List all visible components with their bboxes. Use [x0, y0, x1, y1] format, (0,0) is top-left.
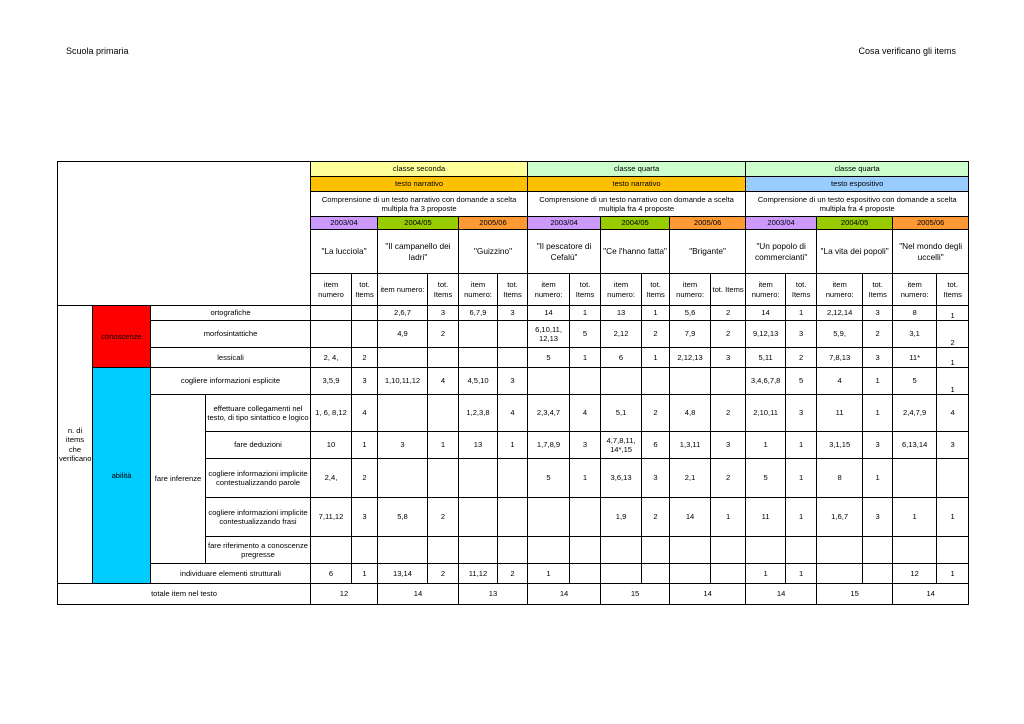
cell: 1 — [570, 306, 601, 321]
cell: 4,7,8,11, 14*,15 — [601, 432, 642, 459]
cell: 3 — [711, 432, 746, 459]
col-header-item: item numero — [311, 274, 352, 306]
cell: 2 — [711, 459, 746, 498]
year-cell: 2003/04 — [311, 217, 378, 230]
items-table — [57, 161, 969, 605]
cell: 3 — [863, 498, 893, 537]
cell: 4,8 — [670, 395, 711, 432]
cell: 3 — [642, 459, 670, 498]
cell: 1 — [352, 432, 378, 459]
cell — [459, 348, 498, 368]
cell: 3 — [352, 498, 378, 537]
cell — [459, 537, 498, 564]
cell: 2, 4, — [311, 348, 352, 368]
cell — [893, 537, 937, 564]
cell — [498, 459, 528, 498]
cell — [670, 368, 711, 395]
year-cell: 2005/06 — [670, 217, 746, 230]
cell: 5,1 — [601, 395, 642, 432]
cell: 1 — [352, 564, 378, 584]
cell — [428, 348, 459, 368]
cell: 7,9 — [670, 321, 711, 348]
cell: 6,13,14 — [893, 432, 937, 459]
row-label: ortografiche — [151, 306, 311, 321]
cell — [570, 537, 601, 564]
cell: 3 — [786, 395, 817, 432]
cell — [352, 306, 378, 321]
cell: 1 — [642, 306, 670, 321]
cell: 1 — [893, 498, 937, 537]
cell: 1 — [863, 459, 893, 498]
cell — [570, 564, 601, 584]
text-title: "La vita dei popoli" — [817, 230, 893, 274]
cell: 13 — [601, 306, 642, 321]
cell: 1, 6, 8,12 — [311, 395, 352, 432]
cell: 1,10,11,12 — [378, 368, 428, 395]
cell — [311, 306, 352, 321]
cell: 2 — [428, 321, 459, 348]
cell: 2 — [863, 321, 893, 348]
cell: 2 — [711, 395, 746, 432]
cell — [711, 537, 746, 564]
cell — [937, 459, 969, 498]
cell — [459, 498, 498, 537]
cell: 2 — [642, 395, 670, 432]
cell: 11* — [893, 348, 937, 368]
cell: 4 — [352, 395, 378, 432]
cell: 14 — [528, 306, 570, 321]
group-desc: Comprensione di un testo narrativo con domande a scelta multipla fra 4 proposte — [528, 192, 746, 217]
cell: 1 — [786, 459, 817, 498]
cell: 1 — [863, 395, 893, 432]
cell: 11,12 — [459, 564, 498, 584]
cell: 1 — [528, 564, 570, 584]
group-class: classe quarta — [528, 162, 746, 177]
cell: 2,6,7 — [378, 306, 428, 321]
cell: 1 — [863, 368, 893, 395]
cell: 1 — [746, 564, 786, 584]
cell: 2 — [428, 564, 459, 584]
cell: 2 — [498, 564, 528, 584]
col-header-item: item numero: — [459, 274, 498, 306]
cell: 11 — [746, 498, 786, 537]
year-cell: 2003/04 — [528, 217, 601, 230]
cell — [528, 537, 570, 564]
group-class: classe quarta — [746, 162, 969, 177]
col-header-tot: tot. Items — [428, 274, 459, 306]
cell: 9,12,13 — [746, 321, 786, 348]
total-cell: 12 — [311, 584, 378, 605]
cell — [528, 368, 570, 395]
cell: 2 — [352, 348, 378, 368]
cell: 1 — [937, 498, 969, 537]
text-title: "Guizzino" — [459, 230, 528, 274]
year-cell: 2005/06 — [893, 217, 969, 230]
cell: 13,14 — [378, 564, 428, 584]
group-desc: Comprensione di un testo narrativo con domande a scelta multipla fra 3 proposte — [311, 192, 528, 217]
cell — [642, 537, 670, 564]
col-header-item: item numero: — [601, 274, 642, 306]
cell: 3,1,15 — [817, 432, 863, 459]
cell — [352, 321, 378, 348]
cell: 1 — [570, 348, 601, 368]
total-cell: 14 — [378, 584, 459, 605]
cell — [378, 395, 428, 432]
cell: 3 — [352, 368, 378, 395]
cell: 1 — [642, 348, 670, 368]
cell: 11 — [817, 395, 863, 432]
cell: 1 — [937, 368, 969, 395]
row-label: individuare elementi strutturali — [151, 564, 311, 584]
year-cell: 2004/05 — [817, 217, 893, 230]
cell: 2 — [642, 321, 670, 348]
cell: 6,10,11, 12,13 — [528, 321, 570, 348]
cell — [311, 537, 352, 564]
cell: 1,6,7 — [817, 498, 863, 537]
cell — [642, 368, 670, 395]
total-cell: 15 — [817, 584, 893, 605]
cell — [498, 348, 528, 368]
cell: 1 — [786, 432, 817, 459]
group-type: testo narrativo — [311, 177, 528, 192]
cell — [498, 321, 528, 348]
cell — [817, 564, 863, 584]
cell: 1,7,8,9 — [528, 432, 570, 459]
cell — [428, 459, 459, 498]
text-title: "Un popolo di commercianti" — [746, 230, 817, 274]
col-header-item: item numero: — [670, 274, 711, 306]
cell: 1 — [428, 432, 459, 459]
cell: 1 — [498, 432, 528, 459]
text-title: "Brigante" — [670, 230, 746, 274]
cell: 6 — [311, 564, 352, 584]
cell — [601, 368, 642, 395]
col-header-tot: tot. Items — [937, 274, 969, 306]
cell — [937, 537, 969, 564]
col-header-tot: tot. Items — [498, 274, 528, 306]
text-title: "Ce l'hanno fatta" — [601, 230, 670, 274]
col-header-item: item numero: — [817, 274, 863, 306]
cell: 1 — [786, 564, 817, 584]
col-header-item: item numero: — [378, 274, 428, 306]
col-header-tot: tot. Items — [570, 274, 601, 306]
cell: 2,1 — [670, 459, 711, 498]
row-label: cogliere informazioni esplicite — [151, 368, 311, 395]
cell — [601, 537, 642, 564]
total-cell: 14 — [893, 584, 969, 605]
cell: 1,9 — [601, 498, 642, 537]
blank-corner — [58, 162, 311, 306]
cell: 13 — [459, 432, 498, 459]
cell: 5,8 — [378, 498, 428, 537]
col-header-tot: tot. Items — [786, 274, 817, 306]
cell: 3 — [498, 306, 528, 321]
cell: 3 — [863, 348, 893, 368]
row-label: lessicali — [151, 348, 311, 368]
cell: 1 — [711, 498, 746, 537]
n-items-label: n. di items che verificano — [58, 306, 93, 584]
cell: 2 — [937, 321, 969, 348]
cell: 14 — [670, 498, 711, 537]
cell: 1,2,3,8 — [459, 395, 498, 432]
cell — [570, 368, 601, 395]
cell: 3 — [863, 432, 893, 459]
cell: 5 — [746, 459, 786, 498]
cell — [746, 537, 786, 564]
cell — [428, 395, 459, 432]
cell: 5 — [528, 348, 570, 368]
header-left: Scuola primaria — [66, 46, 129, 56]
cell: 2,12,14 — [817, 306, 863, 321]
cell — [498, 498, 528, 537]
cell: 2,4, — [311, 459, 352, 498]
cell — [378, 459, 428, 498]
col-header-tot: tot. Items — [863, 274, 893, 306]
text-title: "Il campanello dei ladri" — [378, 230, 459, 274]
col-header-tot: tot. Items — [642, 274, 670, 306]
cell: 1 — [570, 459, 601, 498]
cell — [428, 537, 459, 564]
cell: 2,10,11 — [746, 395, 786, 432]
cell: 8 — [893, 306, 937, 321]
cell: 3 — [378, 432, 428, 459]
year-cell: 2004/05 — [378, 217, 459, 230]
total-cell: 15 — [601, 584, 670, 605]
cell: 2 — [428, 498, 459, 537]
year-cell: 2005/06 — [459, 217, 528, 230]
cell: 2,12 — [601, 321, 642, 348]
cell: 3 — [863, 306, 893, 321]
cell — [642, 564, 670, 584]
cell: 1 — [786, 306, 817, 321]
cell: 2,4,7,9 — [893, 395, 937, 432]
cell: 2 — [352, 459, 378, 498]
cell: 7,8,13 — [817, 348, 863, 368]
cell — [352, 537, 378, 564]
col-header-tot: tot. Items — [352, 274, 378, 306]
cell: 4 — [428, 368, 459, 395]
cell — [893, 459, 937, 498]
cell — [498, 537, 528, 564]
cell: 2 — [786, 348, 817, 368]
cell — [670, 564, 711, 584]
cell — [378, 537, 428, 564]
cell — [817, 537, 863, 564]
cell: 3 — [786, 321, 817, 348]
conoscenze-label: conoscenze — [93, 306, 151, 368]
cell: 4 — [498, 395, 528, 432]
cell — [378, 348, 428, 368]
cell — [711, 564, 746, 584]
cell: 6 — [642, 432, 670, 459]
cell — [459, 459, 498, 498]
row-label: cogliere informazioni implicite contestualizzando frasi — [206, 498, 311, 537]
cell — [711, 368, 746, 395]
row-label: cogliere informazioni implicite contestualizzando parole — [206, 459, 311, 498]
cell: 6 — [601, 348, 642, 368]
year-cell: 2003/04 — [746, 217, 817, 230]
cell: 2 — [711, 306, 746, 321]
fare-inferenze-label: fare inferenze — [151, 395, 206, 564]
cell: 4 — [937, 395, 969, 432]
cell: 3 — [711, 348, 746, 368]
cell: 8 — [817, 459, 863, 498]
col-header-item: item numero: — [746, 274, 786, 306]
total-cell: 13 — [459, 584, 528, 605]
cell: 7,11,12 — [311, 498, 352, 537]
group-type: testo espositivo — [746, 177, 969, 192]
total-cell: 14 — [670, 584, 746, 605]
cell: 1 — [786, 498, 817, 537]
cell — [863, 564, 893, 584]
cell: 2,3,4,7 — [528, 395, 570, 432]
cell: 3 — [428, 306, 459, 321]
cell — [459, 321, 498, 348]
col-header-item: item numero: — [528, 274, 570, 306]
cell: 3,4,6,7,8 — [746, 368, 786, 395]
col-header-item: item numero: — [893, 274, 937, 306]
group-type: testo narrativo — [528, 177, 746, 192]
cell — [311, 321, 352, 348]
totale-label: totale item nel testo — [58, 584, 311, 605]
row-label: fare deduzioni — [206, 432, 311, 459]
cell — [670, 537, 711, 564]
cell: 1 — [937, 348, 969, 368]
text-title: "Il pescatore di Cefalù" — [528, 230, 601, 274]
text-title: "Nel mondo degli uccelli" — [893, 230, 969, 274]
cell: 5 — [893, 368, 937, 395]
cell: 5,11 — [746, 348, 786, 368]
cell: 5 — [528, 459, 570, 498]
cell: 3,1 — [893, 321, 937, 348]
cell: 2 — [642, 498, 670, 537]
year-cell: 2004/05 — [601, 217, 670, 230]
cell: 10 — [311, 432, 352, 459]
cell: 4 — [570, 395, 601, 432]
cell: 14 — [746, 306, 786, 321]
cell — [528, 498, 570, 537]
cell: 3,5,9 — [311, 368, 352, 395]
group-desc: Comprensione di un testo espositivo con domande a scelta multipla fra 4 proposte — [746, 192, 969, 217]
abilita-label: abilità — [93, 368, 151, 584]
total-cell: 14 — [746, 584, 817, 605]
cell: 2 — [711, 321, 746, 348]
cell: 5,9, — [817, 321, 863, 348]
row-label: fare riferimento a conoscenze pregresse — [206, 537, 311, 564]
cell — [601, 564, 642, 584]
cell: 1,3,11 — [670, 432, 711, 459]
cell: 6,7,9 — [459, 306, 498, 321]
cell: 5,6 — [670, 306, 711, 321]
cell: 3 — [570, 432, 601, 459]
cell: 4,5,10 — [459, 368, 498, 395]
cell: 3,6,13 — [601, 459, 642, 498]
cell: 5 — [786, 368, 817, 395]
cell — [786, 537, 817, 564]
cell: 3 — [937, 432, 969, 459]
row-label: morfosintattiche — [151, 321, 311, 348]
group-class: classe seconda — [311, 162, 528, 177]
cell: 4 — [817, 368, 863, 395]
header-right: Cosa verificano gli items — [858, 46, 956, 56]
cell: 1 — [937, 306, 969, 321]
cell: 4,9 — [378, 321, 428, 348]
cell: 2,12,13 — [670, 348, 711, 368]
cell — [863, 537, 893, 564]
text-title: "La lucciola" — [311, 230, 378, 274]
row-label: effettuare collegamenti nel testo, di tipo sintattico e logico — [206, 395, 311, 432]
cell: 1 — [937, 564, 969, 584]
cell: 1 — [746, 432, 786, 459]
total-cell: 14 — [528, 584, 601, 605]
col-header-tot: tot. Items — [711, 274, 746, 306]
cell — [570, 498, 601, 537]
cell: 12 — [893, 564, 937, 584]
cell: 5 — [570, 321, 601, 348]
cell: 3 — [498, 368, 528, 395]
